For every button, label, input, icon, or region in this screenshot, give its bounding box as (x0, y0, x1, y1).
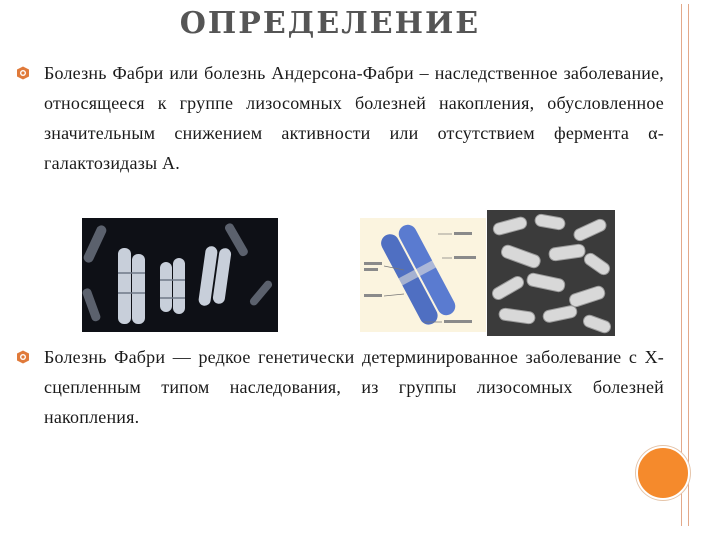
chromosome-diagram (360, 218, 486, 332)
slide-title: ОПРЕДЕЛЕНИЕ (179, 6, 481, 41)
bacteria-photo (487, 210, 615, 336)
right-frame-decoration (681, 4, 689, 526)
orange-circle-decoration (636, 446, 690, 500)
bullet-icon (16, 350, 30, 364)
chromosomes-photo (82, 218, 278, 332)
definition-paragraph-2: Болезнь Фабри — редкое генетически детерминированное заболевание с Х-сцепленным типом наследования, из группы лизосомных болезней накопления. (44, 347, 664, 427)
bullet-icon (16, 66, 30, 80)
definition-paragraph-1: Болезнь Фабри или болезнь Андерсона-Фабри – наследственное заболевание, относящееся к группе лизосомных болезней накопления, обусловленное значительным снижением активности или отсутствием фермента α-галактозидазы А. (44, 63, 664, 173)
